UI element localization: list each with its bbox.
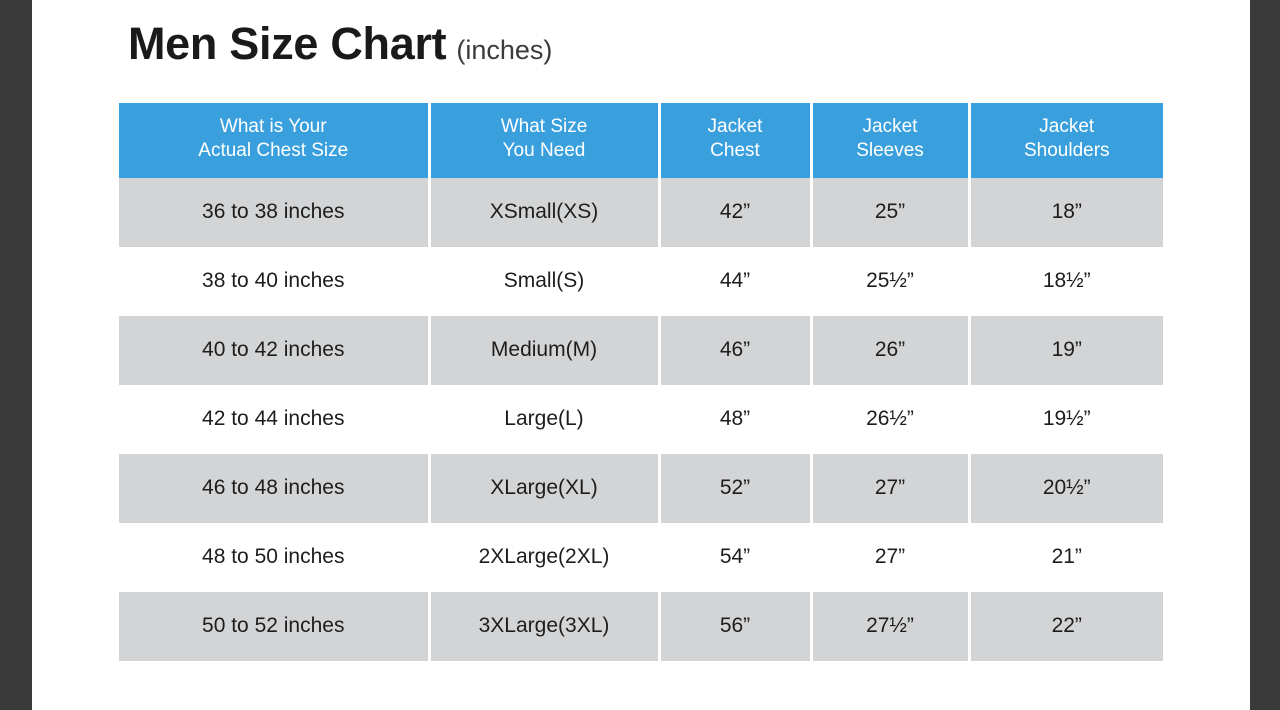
cell-jacket-sleeves: 25” (811, 178, 969, 247)
column-header-line-2: Shoulders (1023, 140, 1110, 162)
cell-jacket-shoulders: 22” (969, 592, 1163, 661)
cell-jacket-shoulders: 21” (969, 523, 1163, 592)
table-row (119, 592, 1163, 661)
column-header-line-2: You Need (502, 140, 586, 162)
table-row (119, 178, 1163, 247)
table-header (119, 103, 1163, 178)
column-header-line-2: Sleeves (856, 140, 924, 162)
cell-jacket-chest: 46” (659, 316, 811, 385)
column-header-line-2: Chest (710, 140, 760, 162)
cell-jacket-sleeves: 26½” (811, 385, 969, 454)
cell-jacket-sleeves: 27½” (811, 592, 969, 661)
table-row (119, 247, 1163, 316)
cell-jacket-sleeves: 26” (811, 316, 969, 385)
cell-size: 2XLarge(2XL) (429, 523, 659, 592)
cell-jacket-sleeves: 27” (811, 523, 969, 592)
cell-chest-range: 50 to 52 inches (119, 592, 429, 661)
page-title (128, 18, 552, 70)
column-header-jacket-sleeves (811, 103, 969, 178)
title-unit-text: (inches) (456, 35, 553, 65)
right-backdrop-band (1250, 0, 1280, 710)
cell-size: Small(S) (429, 247, 659, 316)
cell-jacket-chest: 54” (659, 523, 811, 592)
column-header-line-2: Actual Chest Size (198, 140, 349, 162)
column-header-line-1: Jacket (1039, 116, 1095, 137)
cell-jacket-shoulders: 19” (969, 316, 1163, 385)
column-header-line-1: Jacket (862, 116, 918, 137)
title-main-text: Men Size Chart (128, 18, 447, 69)
cell-jacket-chest: 56” (659, 592, 811, 661)
cell-chest-range: 42 to 44 inches (119, 385, 429, 454)
document-sheet (32, 0, 1250, 710)
cell-jacket-shoulders: 19½” (969, 385, 1163, 454)
column-header-jacket-chest (659, 103, 811, 178)
column-header-jacket-shoulders (969, 103, 1163, 178)
left-backdrop-band (0, 0, 32, 710)
column-header-line-1: Jacket (707, 116, 763, 137)
cell-jacket-sleeves: 25½” (811, 247, 969, 316)
cell-jacket-chest: 48” (659, 385, 811, 454)
table-body (119, 178, 1163, 661)
column-header-line-1: What is Your (219, 116, 327, 137)
table-row (119, 385, 1163, 454)
cell-jacket-sleeves: 27” (811, 454, 969, 523)
cell-chest-range: 48 to 50 inches (119, 523, 429, 592)
cell-chest-range: 40 to 42 inches (119, 316, 429, 385)
cell-size: 3XLarge(3XL) (429, 592, 659, 661)
cell-size: XSmall(XS) (429, 178, 659, 247)
column-header-size-you-need (429, 103, 659, 178)
cell-size: Medium(M) (429, 316, 659, 385)
cell-jacket-shoulders: 20½” (969, 454, 1163, 523)
size-chart-table (119, 103, 1163, 661)
cell-jacket-chest: 52” (659, 454, 811, 523)
cell-chest-range: 46 to 48 inches (119, 454, 429, 523)
table-header-row (119, 103, 1163, 178)
cell-jacket-shoulders: 18” (969, 178, 1163, 247)
cell-chest-range: 36 to 38 inches (119, 178, 429, 247)
cell-size: Large(L) (429, 385, 659, 454)
column-header-line-1: What Size (500, 116, 588, 137)
table-row (119, 523, 1163, 592)
cell-jacket-chest: 42” (659, 178, 811, 247)
cell-chest-range: 38 to 40 inches (119, 247, 429, 316)
table-row (119, 316, 1163, 385)
column-header-actual-chest-size (119, 103, 429, 178)
cell-jacket-chest: 44” (659, 247, 811, 316)
cell-size: XLarge(XL) (429, 454, 659, 523)
cell-jacket-shoulders: 18½” (969, 247, 1163, 316)
table-row (119, 454, 1163, 523)
